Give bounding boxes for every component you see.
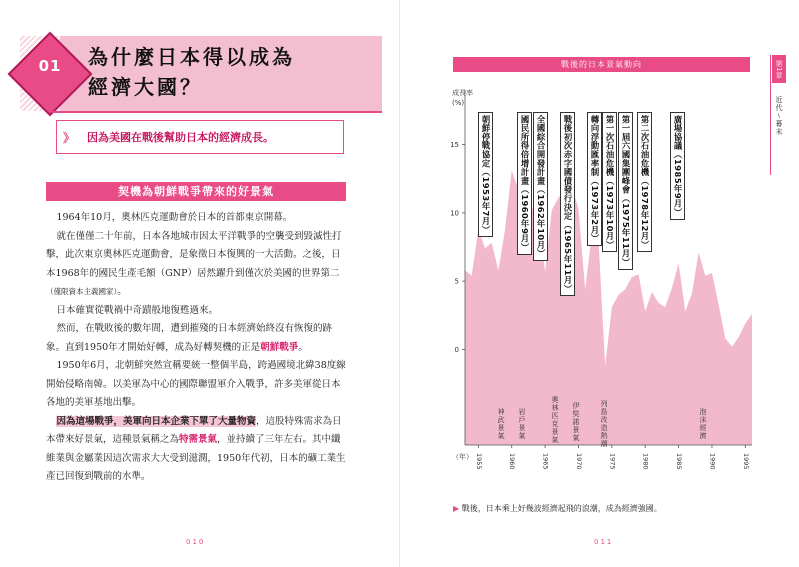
era-label: 岩戶景氣	[518, 408, 526, 440]
event-annotation: 第一屆六國集團峰會（1975年11月）	[618, 112, 633, 270]
event-annotation: 第二次石油危機（1978年12月）	[637, 112, 652, 252]
paragraph: 因為這場戰爭，美軍向日本企業下單了大量物資，這股特殊需求為日本帶來好景氣，這種景氣稱之為特需景氣，並持續了三年左右。其中纖維業與金屬業因這次需求大大受到滋潤，1950年代初，日本的礦工業生產已回復到戰前的水準。	[46, 415, 346, 482]
paragraph: 1964年10月，奧林匹克運動會於日本的首都東京開幕。	[56, 212, 293, 223]
key-term: 特需景氣	[179, 434, 218, 445]
section-title: 契機為朝鮮戰爭帶來的好景氣	[46, 182, 346, 201]
event-annotation: 朝鮮停戰協定（1953年7月）	[478, 112, 493, 237]
chapter-number: 01	[38, 57, 62, 75]
event-annotation: 戰後初次赤字國債發行決定（1965年11月）	[560, 112, 575, 296]
era-label: 神武景氣	[497, 408, 505, 440]
chapter-tab-text: 近代～幕末	[775, 96, 783, 136]
chart-caption: ▶ 戰後，日本乘上好幾波經濟起飛的浪潮，成為經濟強國。	[453, 504, 662, 513]
title-line-2: 經濟大國？	[88, 75, 203, 99]
chart-title: 戰後的日本景氣動向	[453, 57, 750, 72]
y-axis-title: 成長率 (%)	[452, 89, 473, 107]
paragraph: 日本確實從戰禍中奇蹟般地復甦過來。	[56, 304, 218, 316]
x-tick-label: 1970	[574, 453, 583, 470]
x-tick-label: 1965	[541, 453, 550, 470]
y-tick-label: 15	[450, 141, 459, 150]
event-annotation: 國民所得倍增計畫（1960年9月）	[517, 112, 532, 255]
summary-text: 因為美國在戰後幫助日本的經濟成長。	[87, 131, 274, 144]
y-tick-label: 5	[454, 277, 459, 286]
paragraph: 1950年6月，北朝鮮突然宣稱要統一整個半島，跨過國境北緯38度線開始侵略南韓。以美軍為中心的國際聯盟軍介入戰爭，許多美軍從日本各地的美軍基地出擊。	[46, 360, 346, 408]
title-line-1: 為什麼日本得以成為	[88, 45, 295, 69]
footnote-inline: （僅限資本主義國家）	[46, 287, 118, 296]
era-label: 列島改造熱潮	[600, 400, 608, 448]
event-annotation: 轉向浮動匯率制（1973年2月）	[587, 112, 602, 246]
side-tab-line	[770, 55, 771, 175]
summary-arrow-icon: 》	[63, 131, 76, 145]
event-annotation: 廣場協議（1985年9月）	[670, 112, 685, 220]
era-label: 伊奘諾景氣	[572, 402, 580, 442]
x-tick-label: 1980	[641, 453, 650, 470]
x-tick-label: 1955	[474, 453, 483, 470]
era-label: 奧林匹克景氣	[551, 396, 559, 444]
event-annotation: 第一次石油危機（1973年10月）	[602, 112, 617, 252]
x-tick-label: 1995	[741, 453, 750, 470]
x-tick-label: 1975	[608, 453, 617, 470]
key-term: 朝鮮戰爭	[260, 341, 299, 353]
paragraph: 就在僅僅二十年前，日本各地城市因太平洋戰爭的空襲受到毀滅性打擊，此次東京奧林匹克運動會，是象徵日本復興的一大活動。之後，日本1968年的國民生產毛額（GNP）居然躍升到僅次於美國的世界第二（僅限資本主義國家）。	[46, 230, 342, 297]
caption-marker-icon: ▶	[453, 504, 460, 513]
highlighted-text: 因為這場戰爭，美軍向日本企業下單了大量物資	[56, 415, 256, 427]
x-tick-label: 1960	[508, 453, 517, 470]
y-tick-label: 0	[454, 345, 459, 354]
x-tick-label: 1990	[708, 453, 717, 470]
x-tick-label: 1985	[675, 453, 684, 470]
x-axis-unit: （年）	[452, 453, 473, 461]
y-tick-label: 10	[450, 209, 459, 218]
era-label: 泡沫經濟	[699, 408, 707, 440]
chapter-tab: 第1章	[772, 55, 786, 83]
event-annotation: 全國綜合開發計畫（1962年10月）	[533, 112, 548, 261]
paragraph: 然而，在戰敗後的數年間，遭到摧殘的日本經濟始終沒有恢復的跡象。直到1950年才開始好轉，成為好轉契機的正是朝鮮戰爭。	[46, 323, 332, 353]
page-number: 010	[186, 538, 206, 546]
page-number: 011	[594, 538, 614, 546]
